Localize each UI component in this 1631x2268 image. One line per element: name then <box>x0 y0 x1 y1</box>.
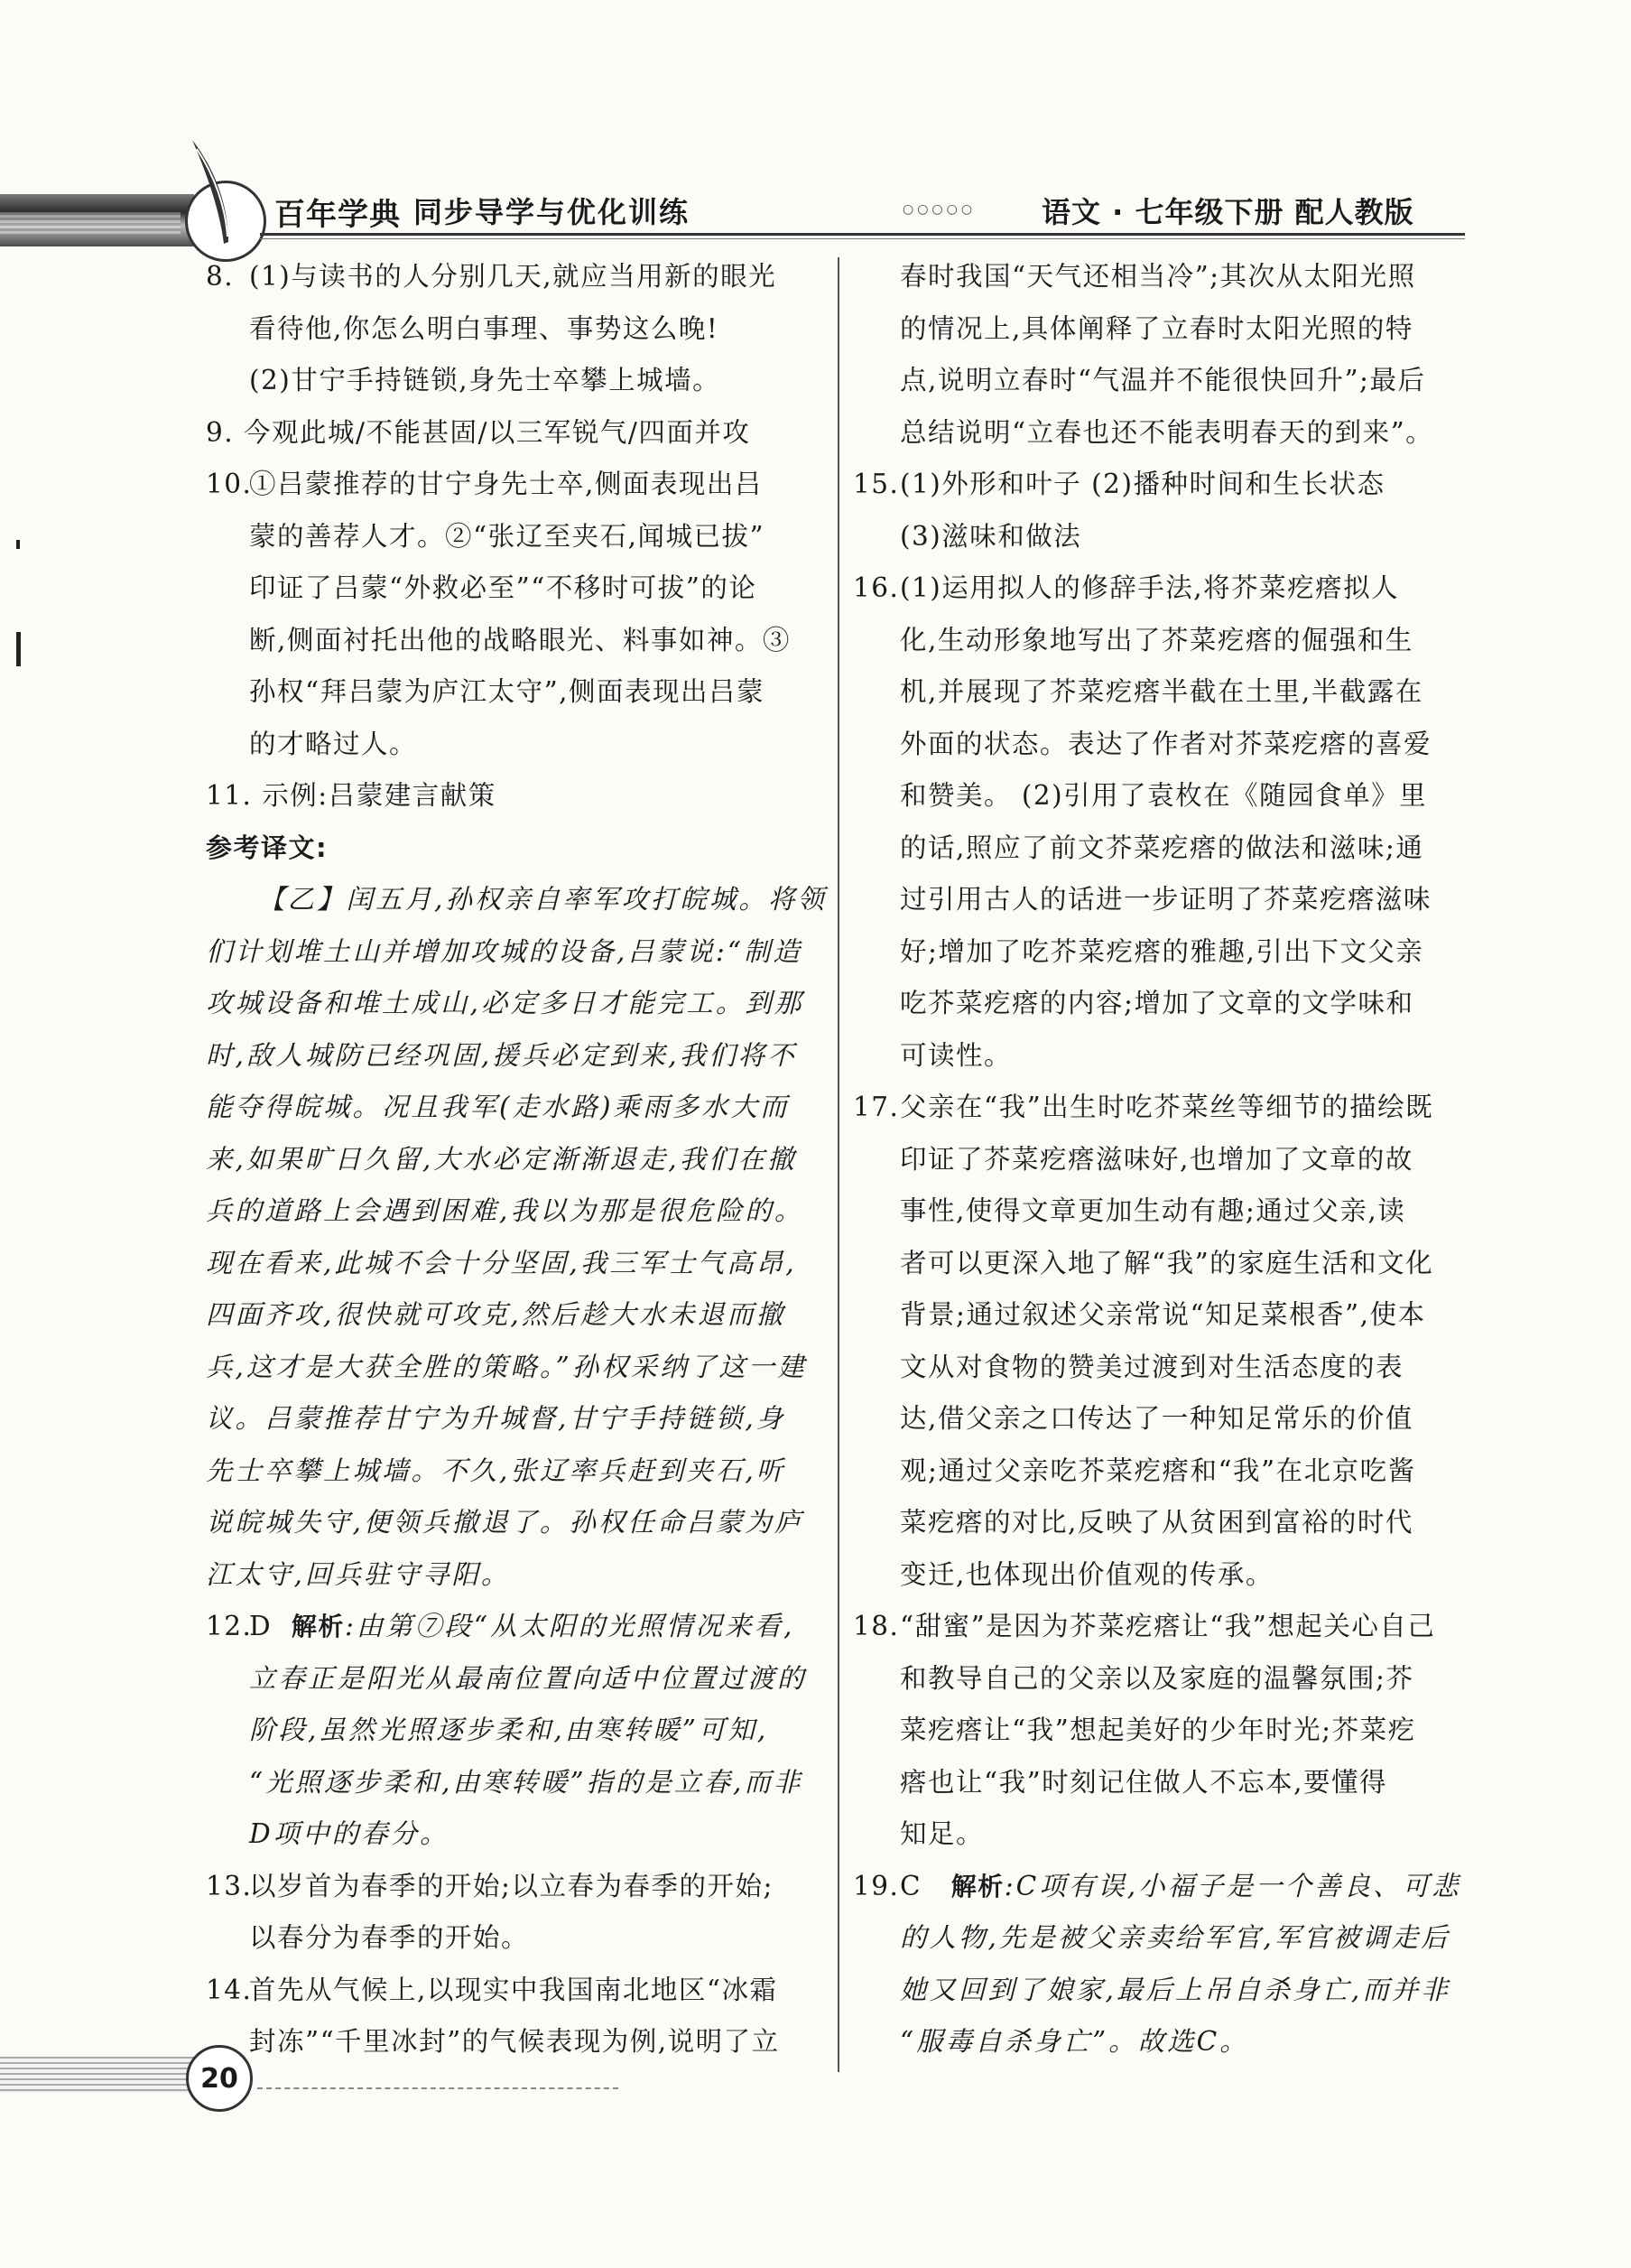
answer-line: 可读性。 <box>900 1039 1013 1071</box>
answer-line: 背景;通过叙述父亲常说“知足菜根香”,使本 <box>900 1299 1426 1330</box>
answer-line: 首先从气候上,以现实中我国南北地区“冰霜 <box>249 1974 778 2005</box>
item-number: 18. <box>853 1611 900 1641</box>
answer-9: 9. 今观此城/不能甚固/以三军锐气/四面并攻 <box>206 416 751 448</box>
translation-line: 时,敌人城防已经巩固,援兵必定到来,我们将不 <box>206 1039 797 1071</box>
answer-line: 点,说明立春时“气温并不能很快回升”;最后 <box>900 365 1426 395</box>
header-rule-thin <box>260 238 1465 239</box>
item-number: 8. <box>206 261 235 292</box>
answer-line: 变迁,也体现出价值观的传承。 <box>900 1558 1274 1590</box>
footer-decor-stripes <box>0 2057 194 2093</box>
answer-line: 的情况上,具体阐释了立春时太阳光照的特 <box>900 312 1413 344</box>
item-number: 10. <box>206 469 253 499</box>
translation-line: 先士卒攀上城墙。不久,张辽率兵赶到夹石,听 <box>206 1455 786 1486</box>
margin-mark <box>16 540 20 549</box>
answer-14-continued <box>900 251 1476 459</box>
answer-line: 印证了芥菜疙瘩滋味好,也增加了文章的故 <box>900 1143 1413 1175</box>
margin-mark <box>16 632 21 666</box>
analysis-text: :C项有误,小福子是一个善良、可悲 <box>1004 1870 1461 1901</box>
answer-line: 以岁首为春季的开始;以立春为春季的开始; <box>249 1870 774 1901</box>
answer-line: 的话,照应了前文芥菜疙瘩的做法和滋味;通 <box>900 832 1424 863</box>
answer-10 <box>206 459 833 770</box>
translation-line: 兵,这才是大获全胜的策略。”孙权采纳了这一建 <box>206 1351 807 1382</box>
header-decor-stripes <box>0 212 181 234</box>
answer-16 <box>853 562 1476 1082</box>
item-number: 19. <box>853 1870 900 1901</box>
answer-18 <box>853 1601 1476 1861</box>
answer-line: 达,借父亲之口传达了一种知足常乐的价值 <box>900 1403 1413 1434</box>
answer-13 <box>206 1861 833 1965</box>
analysis-text: :由第⑦段“从太阳的光照情况来看, <box>344 1611 795 1641</box>
translation-line: 攻城设备和堆土成山,必定多日才能完工。到那 <box>206 988 804 1018</box>
answer-line: 印证了吕蒙“外救必至”“不移时可拔”的论 <box>249 572 757 603</box>
item-number: 16. <box>853 572 900 603</box>
analysis-line: “光照逐步柔和,由寒转暖”指的是立春,而非 <box>249 1766 803 1798</box>
answer-line: 机,并展现了芥菜疙瘩半截在土里,半截露在 <box>900 676 1423 707</box>
translation-line: 江太守,回兵驻守寻阳。 <box>206 1558 511 1590</box>
answer-line: 的才略过人。 <box>249 728 418 759</box>
answer-line: 孙权“拜吕蒙为庐江太守”,侧面表现出吕蒙 <box>249 676 765 707</box>
answer-line: (1)外形和叶子 (2)播种时间和生长状态 <box>900 469 1385 499</box>
item-number: 12. <box>206 1611 253 1641</box>
page-header <box>0 126 1631 262</box>
answer-19 <box>853 1861 1476 2068</box>
answer-17 <box>853 1082 1476 1601</box>
answer-line: 文从对食物的赞美过渡到对生活态度的表 <box>900 1351 1404 1382</box>
brand-title: 百年学典 <box>274 197 401 233</box>
answer-line: 事性,使得文章更加生动有趣;通过父亲,读 <box>900 1195 1406 1226</box>
translation-line: 【乙】闰五月,孙权亲自率军攻打皖城。将领 <box>258 884 827 915</box>
analysis-label: 解析 <box>291 1612 345 1641</box>
answer-line: ①吕蒙推荐的甘宁身先士卒,侧面表现出吕 <box>249 469 763 499</box>
answer-line: 蒙的善荐人才。②“张辽至夹石,闻城已拔” <box>249 520 765 552</box>
series-subtitle: 同步导学与优化训练 <box>413 195 690 229</box>
answer-line: (3)滋味和做法 <box>900 520 1082 552</box>
answer-line: 外面的状态。表达了作者对芥菜疙瘩的喜爱 <box>900 728 1432 759</box>
answer-line: 看待他,你怎么明白事理、事势这么晚! <box>249 312 719 344</box>
item-number: 14. <box>206 1974 253 2005</box>
translation-line: 们计划堆土山并增加攻城的设备,吕蒙说:“制造 <box>206 935 802 967</box>
answer-line: 父亲在“我”出生时吃芥菜丝等细节的描绘既 <box>900 1092 1434 1122</box>
analysis-label: 解析 <box>950 1871 1005 1901</box>
answer-15 <box>853 459 1476 562</box>
translation-line: 能夺得皖城。况且我军(走水路)乘雨多水大而 <box>206 1092 790 1122</box>
quill-icon <box>179 135 269 253</box>
translation-line: 兵的道路上会遇到困难,我以为那是很危险的。 <box>206 1195 804 1226</box>
analysis-line: 她又回到了娘家,最后上吊自杀身亡,而并非 <box>900 1974 1450 2005</box>
answer-line: 封冻”“千里冰封”的气候表现为例,说明了立 <box>249 2026 780 2057</box>
item-number: 15. <box>853 469 900 499</box>
answer-line: 观;通过父亲吃芥菜疙瘩和“我”在北京吃酱 <box>900 1455 1416 1486</box>
answer-line: “甜蜜”是因为芥菜疙瘩让“我”想起关心自己 <box>900 1611 1436 1641</box>
answer-11: 11. 示例:吕蒙建言献策 <box>206 780 496 811</box>
answer-line: 好;增加了吃芥菜疙瘩的雅趣,引出下文父亲 <box>900 935 1424 967</box>
answer-8 <box>206 251 833 407</box>
answer-line: 菜疙瘩的对比,反映了从贫困到富裕的时代 <box>900 1507 1413 1538</box>
footer-dashed-rule <box>257 2087 618 2089</box>
answer-line: 者可以更深入地了解“我”的家庭生活和文化 <box>900 1247 1434 1278</box>
answer-12 <box>206 1601 833 1861</box>
answer-line: 春时我国“天气还相当冷”;其次从太阳光照 <box>900 261 1416 292</box>
answer-line: 过引用古人的话进一步证明了芥菜疙瘩滋味 <box>900 884 1432 915</box>
answer-line: (1)运用拟人的修辞手法,将芥菜疙瘩拟人 <box>900 572 1400 603</box>
column-divider <box>838 257 839 2072</box>
page-number: 20 <box>186 2045 253 2112</box>
answer-line: 知足。 <box>900 1818 985 1849</box>
answer-line: 菜疙瘩让“我”想起美好的少年时光;芥菜疙 <box>900 1715 1416 1745</box>
answer-line: 瘩也让“我”时刻记住做人不忘本,要懂得 <box>900 1766 1388 1798</box>
translation-line: 四面齐攻,很快就可攻克,然后趁大水未退而撤 <box>206 1299 786 1330</box>
item-number: 17. <box>853 1092 900 1122</box>
answer-line: 断,侧面衬托出他的战略眼光、料事如神。③ <box>249 624 791 655</box>
reference-translation-title: 参考译文: <box>206 832 329 863</box>
translation-line: 说皖城失守,便领兵撤退了。孙权任命吕蒙为庐 <box>206 1507 804 1538</box>
book-meta: 语文 · 七年级下册 配人教版 <box>1042 195 1414 229</box>
item-number: 13. <box>206 1870 253 1901</box>
analysis-line: 阶段,虽然光照逐步柔和,由寒转暖”可知, <box>249 1715 769 1745</box>
analysis-line: D项中的春分。 <box>249 1818 449 1849</box>
translation-line: 现在看来,此城不会十分坚固,我三军士气高昂, <box>206 1247 797 1278</box>
answer-line: 吃芥菜疙瘩的内容;增加了文章的文学味和 <box>900 988 1414 1018</box>
answer-line: (1)与读书的人分别几天,就应当用新的眼光 <box>249 261 777 292</box>
answer-line: 和赞美。 (2)引用了袁枚在《随园食单》里 <box>900 780 1428 811</box>
analysis-line: “服毒自杀身亡”。故选C。 <box>900 2026 1249 2057</box>
translation-line: 议。吕蒙推荐甘宁为升城督,甘宁手持链锁,身 <box>206 1403 786 1434</box>
answer-choice: D <box>249 1611 273 1641</box>
translation-line: 来,如果旷日久留,大水必定渐渐退走,我们在撤 <box>206 1143 797 1175</box>
header-dots: ○○○○○ <box>903 202 977 217</box>
right-column <box>853 251 1476 2068</box>
analysis-line: 的人物,先是被父亲卖给军官,军官被调走后 <box>900 1922 1450 1953</box>
answer-line: (2)甘宁手持链锁,身先士卒攀上城墙。 <box>249 365 721 395</box>
answer-line: 以春分为春季的开始。 <box>249 1922 530 1953</box>
analysis-line: 立春正是阳光从最南位置向适中位置过渡的 <box>249 1662 807 1694</box>
answer-choice: C <box>900 1870 922 1901</box>
answer-line: 化,生动形象地写出了芥菜疙瘩的倔强和生 <box>900 624 1413 655</box>
answer-line: 和教导自己的父亲以及家庭的温馨氛围;芥 <box>900 1662 1414 1694</box>
answer-14 <box>206 1965 833 2068</box>
header-rule <box>260 233 1465 236</box>
answer-line: 总结说明“立春也还不能表明春天的到来”。 <box>900 416 1434 448</box>
left-column <box>206 251 833 2068</box>
reference-translation <box>206 874 833 1601</box>
